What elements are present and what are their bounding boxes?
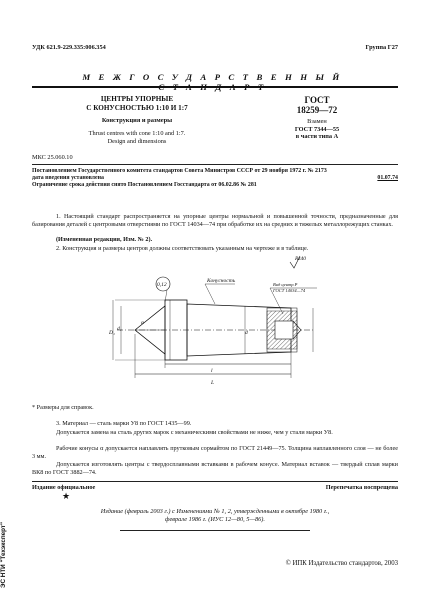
- paragraph-3c: Рабочие конусы α допускается наплавлять прутковым сормайтом по ГОСТ 21449—75. Толщина наплавленного слоя — не более 3 мм.: [32, 445, 398, 460]
- centre-gost-label: ГОСТ 14034—74: [273, 288, 306, 293]
- roughness-label: Rz40: [295, 256, 306, 262]
- dim-L: L: [211, 380, 215, 386]
- resolution-line1: Постановлением Государственного комитета стандартов Совета Министров СССР от 29 ноября 1972 г. № 2173: [32, 168, 327, 174]
- paragraph-3d: Допускается изготовлять центры с твердосплавными вставками в рабочем конусе. Материал вставок — твердый сплав марки ВК8 по ГОСТ 3882—74.: [32, 461, 398, 476]
- footnote: * Размеры для справок.: [32, 404, 94, 411]
- cone-label: Конусность: [207, 278, 236, 284]
- edition-rule: [120, 530, 310, 531]
- paragraph-1-edit: (Измененная редакция, Изм. № 2).: [56, 236, 153, 243]
- official-edition: Издание официальное: [32, 484, 96, 491]
- title-ru: [62, 95, 212, 112]
- standard-banner: МЕЖГОСУДАРСТВЕННЫЙ СТАНДАРТ: [82, 72, 348, 92]
- paragraph-3b: Допускается замена на сталь других марок с механическими свойствами не ниже, чем у стали марки У8.: [56, 429, 333, 436]
- gost-replaces: [272, 118, 362, 141]
- gost-part: в части типа А: [295, 133, 339, 141]
- udk-code: УДК 621.9-229.335:006.354: [32, 44, 106, 51]
- paragraph-3: 3. Материал — сталь марки У8 по ГОСТ 1435—99.: [56, 420, 192, 427]
- star-icon: ★: [62, 491, 71, 501]
- effective-date: 01.07.74: [377, 175, 398, 181]
- paragraph-1: 1. Настоящий стандарт распространяется на упорные центры нормальной и повышенной точности, предназначенные для базирования деталей с центровыми отверстиями по ГОСТ 14034—74 при обработке их на средних и тяжелых металлорежущих станках.: [32, 213, 398, 228]
- edition-line2: феврале 1986 г. (ИУС 12—80, 5—86).: [165, 515, 265, 523]
- resolution-row: [32, 175, 402, 182]
- thrust-centre-drawing: [95, 254, 365, 396]
- title-ru-line2: С КОНУСНОСТЬЮ 1:10 И 1:7: [86, 103, 188, 112]
- reprint-notice: Перепечатка воспрещена: [325, 484, 398, 491]
- title-en-line2: Design and dimensions: [107, 137, 167, 145]
- dim-d: d: [245, 330, 248, 336]
- title-en: [62, 130, 212, 145]
- group-code: Группа Г27: [365, 44, 398, 51]
- mks-code: МКС 25.060.10: [32, 154, 73, 161]
- resolution-block: [32, 168, 402, 189]
- title-subtitle: Конструкция и размеры: [101, 117, 173, 124]
- tolerance-value: 0,12: [157, 282, 167, 288]
- resolution-line2: дата введения установлена: [32, 175, 104, 181]
- dim-d1: d₁: [117, 326, 122, 332]
- side-stamp-text: ЭС НТИ "Техэксперт": [0, 522, 7, 588]
- gost-label: ГОСТ: [304, 95, 330, 105]
- dim-D1: D₁: [109, 330, 115, 336]
- resolution-line3: Ограничение срока действия снято Постановлением Госстандарта от 06.02.86 № 281: [32, 182, 257, 188]
- title-en-line1: Thrust centres with cone 1:10 and 1:7.: [88, 130, 186, 137]
- dim-alpha: α: [141, 320, 144, 326]
- title-ru-line1: ЦЕНТРЫ УПОРНЫЕ: [100, 95, 174, 103]
- edition-line1: Издание (февраль 2003 г.) с Изменениями № 1, 2, утвержденными в октябре 1980 г.,: [100, 508, 330, 515]
- dim-l1: l: [211, 368, 213, 374]
- gost-number: [272, 95, 362, 115]
- banner-rule: [32, 86, 398, 88]
- gost-replaced: ГОСТ 7344—55: [294, 125, 340, 133]
- copyright: © ИПК Издательство стандартов, 2003: [285, 560, 398, 567]
- gost-code: 18259—72: [296, 105, 338, 115]
- edition-note: [32, 508, 398, 523]
- divider: [32, 164, 398, 165]
- centre-view-label: Вид центр.Р: [273, 282, 298, 287]
- footer-divider: [32, 481, 398, 482]
- paragraph-2: 2. Конструкция и размеры центров должны соответствовать указанным на чертеже и в таблице.: [56, 245, 309, 252]
- gost-instead: Взамен: [307, 118, 327, 125]
- side-stamp: [0, 500, 8, 590]
